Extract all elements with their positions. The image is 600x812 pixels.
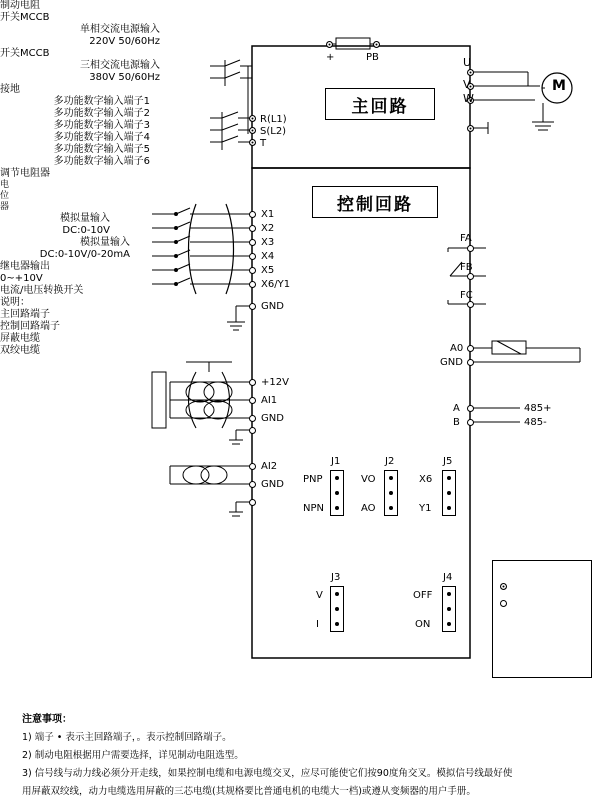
terminal-r-l1-label: R(L1) (260, 114, 287, 125)
jumper-j3-pin-bottom (335, 622, 339, 626)
notes-item-4: 用屏蔽双绞线，动力电缆选用屏蔽的三芯电缆(其规格要比普通电机的电缆大一档)或遵从变频器的用户手册。 (22, 786, 476, 797)
terminal-x5 (249, 267, 256, 274)
jumper-j1-pin-top (335, 476, 339, 480)
jumper-j3-pin-mid (335, 607, 339, 611)
terminal-12v (249, 379, 256, 386)
terminal-gnd-ao (467, 359, 474, 366)
terminal-a0-label: A0 (450, 343, 464, 354)
terminal-s-l2-label: S(L2) (260, 126, 287, 137)
terminal-u-label: U (463, 56, 472, 69)
legend-control-terminal-icon (500, 600, 507, 607)
terminal-gnd-ai2 (249, 481, 256, 488)
notes-title: 注意事项： (22, 714, 72, 725)
switch-pivot-2 (174, 226, 178, 230)
switch-pivot-5 (174, 268, 178, 272)
jumper-j4-pin-top (447, 592, 451, 596)
legend-box (492, 560, 592, 678)
terminal-gnd-ai2-label: GND (261, 479, 284, 490)
pot-vertical-label: 电位器 (0, 180, 10, 212)
terminal-fb-label: FB (460, 262, 473, 273)
jumper-j4-top-label: OFF (413, 590, 433, 601)
terminal-x4 (249, 253, 256, 260)
terminal-w-label: W (463, 92, 474, 105)
pot-label: 调节电阻器 (0, 168, 50, 179)
switch-pivot-4 (174, 254, 178, 258)
jumper-j4-bottom-label: ON (415, 619, 431, 630)
jumper-j5-pin-top (447, 476, 451, 480)
jumper-j4-label: J4 (443, 572, 453, 583)
legend-main-terminal-icon (500, 583, 507, 590)
jumper-j2-bottom-label: AO (361, 503, 376, 514)
terminal-t-label: T (260, 138, 267, 149)
jumper-j2-label: J2 (385, 456, 395, 467)
terminal-x2 (249, 225, 256, 232)
jumper-j3-label: J3 (331, 572, 341, 583)
jumper-j5-pin-bottom (447, 506, 451, 510)
jumper-j2-pin-top (389, 476, 393, 480)
terminal-x3 (249, 239, 256, 246)
jumper-j2-top-label: VO (361, 474, 376, 485)
terminal-x3-label: X3 (261, 237, 275, 248)
jumper-j5-pin-mid (447, 491, 451, 495)
terminal-x1 (249, 211, 256, 218)
terminal-s-l2 (249, 127, 256, 134)
terminal-b-485 (467, 419, 474, 426)
jumper-j3-bottom-label: I (316, 619, 319, 630)
jumper-j5-bottom-label: Y1 (419, 503, 432, 514)
single-phase-label-1: 单相交流电源输入 (80, 24, 160, 35)
jumper-j1-pin-bottom (335, 506, 339, 510)
analog-input-2-label-1: 模拟量输入 (80, 237, 130, 248)
rs485-minus-label: 485- (524, 417, 547, 428)
terminal-fa-label: FA (460, 233, 472, 244)
terminal-x6-y1-label: X6/Y1 (261, 279, 291, 290)
jumper-j2-pin-bottom (389, 506, 393, 510)
analog-input-1-label-1: 模拟量输入 (60, 213, 110, 224)
terminal-x2-label: X2 (261, 223, 275, 234)
terminal-ai2 (249, 463, 256, 470)
terminal-a-485-label: A (453, 403, 460, 414)
legend-item-2: 控制回路端子 (0, 321, 60, 332)
digital-input-label-3: 多功能数字输入端子3 (53, 120, 150, 131)
jumper-j5-label: J5 (443, 456, 453, 467)
terminal-gnd-ai1 (249, 415, 256, 422)
jumper-j2-pin-mid (389, 491, 393, 495)
mccb1-label: 开关MCCB (0, 12, 50, 23)
motor-ground-label: 接地 (0, 84, 20, 95)
digital-input-label-2: 多功能数字输入端子2 (53, 108, 150, 119)
three-phase-label-1: 三相交流电源输入 (80, 60, 160, 71)
control-circuit-block-label: 控制回路 (312, 186, 438, 218)
terminal-12v-label: +12V (261, 377, 289, 388)
notes-item-1: 1) 端子 • 表示主回路端子，。表示控制回路端子。 (22, 732, 232, 743)
terminal-fc (467, 301, 474, 308)
terminal-ai2-label: AI2 (261, 461, 278, 472)
motor-symbol-label: M (552, 78, 566, 94)
terminal-earth-ai2 (249, 499, 256, 506)
relay-output-label: 继电器输出 (0, 261, 50, 272)
terminal-t (249, 139, 256, 146)
terminal-brake-plus (326, 41, 333, 48)
terminal-gnd-ao-label: GND (440, 357, 463, 368)
jumper-j1-label: J1 (331, 456, 341, 467)
terminal-a0 (467, 345, 474, 352)
terminal-fb (467, 273, 474, 280)
jumper-j5-top-label: X6 (419, 474, 433, 485)
legend-item-4: 双绞电缆 (0, 345, 40, 356)
terminal-a-485 (467, 405, 474, 412)
digital-input-label-6: 多功能数字输入端子6 (53, 156, 150, 167)
three-phase-label-2: 380V 50/60Hz (89, 72, 160, 83)
terminal-u (467, 69, 474, 76)
digital-input-label-4: 多功能数字输入端子4 (53, 132, 150, 143)
terminal-x5-label: X5 (261, 265, 275, 276)
terminal-x4-label: X4 (261, 251, 275, 262)
main-circuit-block-label: 主回路 (325, 88, 435, 120)
jumper-j1-bottom-label: NPN (303, 503, 324, 514)
brake-resistor-label: 制动电阻 (0, 0, 40, 11)
terminal-x6-y1 (249, 281, 256, 288)
terminal-b-485-label: B (453, 417, 460, 428)
brake-plus-label: + (326, 52, 335, 63)
switch-pivot-6 (174, 282, 178, 286)
terminal-gnd-ai1-label: GND (261, 413, 284, 424)
analog-output-range-label: 0~+10V (0, 273, 43, 284)
brake-pb-label: PB (366, 52, 379, 63)
legend-title: 说明： (0, 297, 30, 308)
terminal-gnd-digital (249, 303, 256, 310)
jumper-j1-top-label: PNP (303, 474, 323, 485)
jumper-j4-pin-bottom (447, 622, 451, 626)
single-phase-label-2: 220V 50/60Hz (89, 36, 160, 47)
jumper-caption: 电流/电压转换开关 (0, 285, 84, 296)
digital-input-label-5: 多功能数字输入端子5 (53, 144, 150, 155)
jumper-j4-pin-mid (447, 607, 451, 611)
switch-pivot-1 (174, 212, 178, 216)
rs485-plus-label: 485+ (524, 403, 552, 414)
jumper-j3-top-label: V (316, 590, 323, 601)
legend-item-3: 屏蔽电缆 (0, 333, 40, 344)
mccb2-label: 开关MCCB (0, 48, 50, 59)
terminal-earth-ai1 (249, 427, 256, 434)
analog-input-2-label-2: DC:0-10V/0-20mA (39, 249, 130, 260)
analog-input-1-label-2: DC:0-10V (62, 225, 110, 236)
switch-pivot-3 (174, 240, 178, 244)
digital-input-label-1: 多功能数字输入端子1 (53, 96, 150, 107)
terminal-brake-pb (373, 41, 380, 48)
jumper-j1-pin-mid (335, 491, 339, 495)
terminal-r-l1 (249, 115, 256, 122)
notes-item-2: 2) 制动电阻根据用户需要选择，详见制动电阻选型。 (22, 750, 244, 761)
terminal-x1-label: X1 (261, 209, 275, 220)
terminal-fa (467, 245, 474, 252)
terminal-earth-main (467, 125, 474, 132)
jumper-j3-pin-top (335, 592, 339, 596)
terminal-fc-label: FC (460, 290, 473, 301)
notes-item-3: 3) 信号线与动力线必须分开走线，如果控制电缆和电源电缆交叉，应尽可能使它们按90度角交叉。模拟信号线最好使 (22, 768, 513, 779)
terminal-gnd-digital-label: GND (261, 301, 284, 312)
terminal-ai1 (249, 397, 256, 404)
legend-item-1: 主回路端子 (0, 309, 50, 320)
terminal-v-label: V (463, 78, 471, 91)
terminal-ai1-label: AI1 (261, 395, 278, 406)
